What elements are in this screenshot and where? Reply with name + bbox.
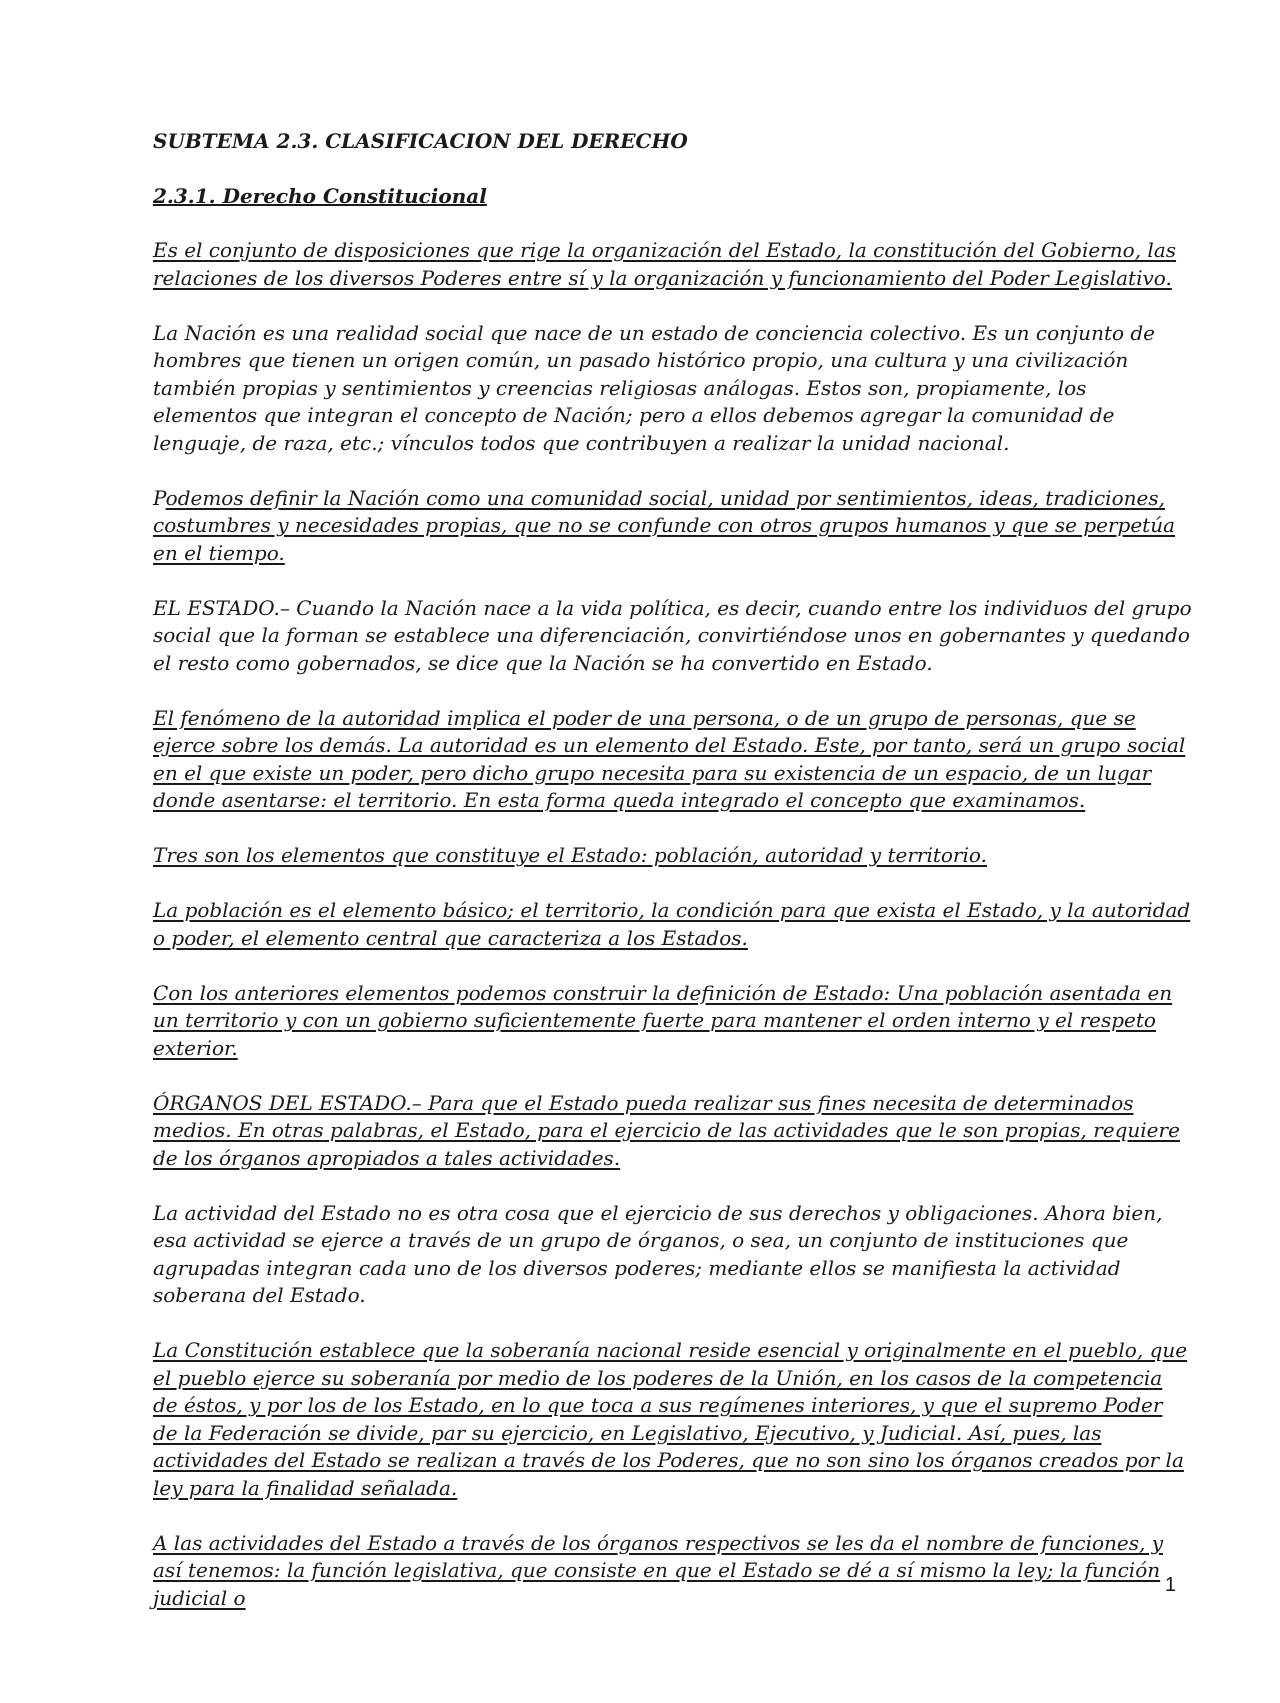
paragraph-5: El fenómeno de la autoridad implica el poder de una persona, o de un grupo de personas, que se ejerce sobre los demás. La autoridad es un elemento del Estado. Este, por tanto, será un grupo social en el que existe un poder, pero dicho grupo necesita para su existencia de un espacio, de un lugar donde asentarse: el territorio. En esta forma queda integrado el concepto que examinamos. <box>153 705 1186 812</box>
paragraph-4: EL ESTADO.– Cuando la Nación nace a la vida política, es decir, cuando entre los individuos del grupo social que la forman se establece una diferenciación, convirtiéndose unos en gobernantes y quedando el resto como gobernados, se dice que la Nación se ha convertido en Estado. <box>153 595 1192 675</box>
paragraph-9: ÓRGANOS DEL ESTADO.– Para que el Estado pueda realizar sus fines necesita de determinados medios. En otras palabras, el Estado, para el ejercicio de las actividades que le son propias, requiere de los órganos apropiados a tales actividades. <box>153 1090 1180 1170</box>
section-heading: 2.3.1. Derecho Constitucional <box>153 183 487 208</box>
document-title: SUBTEMA 2.3. CLASIFICACION DEL DERECHO <box>153 129 688 153</box>
paragraph-3-initial: P <box>153 485 166 510</box>
paragraph-8: Con los anteriores elementos podemos construir la definición de Estado: Una población asentada en un territorio y con un gobierno suficientemente fuerte para mantener el orden interno y el respeto exterior. <box>153 980 1173 1060</box>
document-body <box>153 128 1193 1640</box>
paragraph-10: La actividad del Estado no es otra cosa que el ejercicio de sus derechos y obligaciones. Ahora bien, esa actividad se ejerce a través de un grupo de órganos, o sea, un conjunto de instituciones que agrupadas integran cada uno de los diversos poderes; mediante ellos se manifiesta la actividad soberana del Estado. <box>153 1200 1163 1307</box>
paragraph-12: A las actividades del Estado a través de los órganos respectivos se les da el nombre de funciones, y así tenemos: la función legislativa, que consiste en que el Estado se dé a sí mismo la ley; la función judicial o <box>153 1530 1163 1610</box>
paragraph-3-text: odemos definir la Nación como una comunidad social, unidad por sentimientos, ideas, tradiciones, costumbres y necesidades propias, que no se confunde con otros grupos humanos y que se perpetúa en el tiempo. <box>153 485 1176 565</box>
paragraph-1: Es el conjunto de disposiciones que rige la organización del Estado, la constitución del Gobierno, las relaciones de los diversos Poderes entre sí y la organización y funcionamiento del Poder Legislativo. <box>153 238 1177 290</box>
paragraph-3 <box>153 485 1193 568</box>
paragraph-7: La población es el elemento básico; el territorio, la condición para que exista el Estado, y la autoridad o poder, el elemento central que caracteriza a los Estados. <box>153 898 1191 950</box>
page-number: 1 <box>1164 1574 1176 1596</box>
paragraph-2: La Nación es una realidad social que nace de un estado de conciencia colectivo. Es un conjunto de hombres que tienen un origen común, un pasado histórico propio, una cultura y una civilización también propias y sentimientos y creencias religiosas análogas. Estos son, propiamente, los elementos que integran el concepto de Nación; pero a ellos debemos agregar la comunidad de lenguaje, de raza, etc.; vínculos todos que contribuyen a realizar la unidad nacional. <box>153 320 1156 455</box>
paragraph-11: La Constitución establece que la soberanía nacional reside esencial y originalmente en el pueblo, que el pueblo ejerce su soberanía por medio de los poderes de la Unión, en los casos de la competencia de éstos, y por los de los Estado, en lo que toca a sus regímenes interiores, y que el supremo Poder de la Federación se divide, par su ejercicio, en Legislativo, Ejecutivo, y Judicial. Así, pues, las actividades del Estado se realizan a través de los Poderes, que no son sino los órganos creados por la ley para la finalidad señalada. <box>153 1338 1188 1500</box>
paragraph-6: Tres son los elementos que constituye el Estado: población, autoridad y territorio. <box>153 843 987 867</box>
